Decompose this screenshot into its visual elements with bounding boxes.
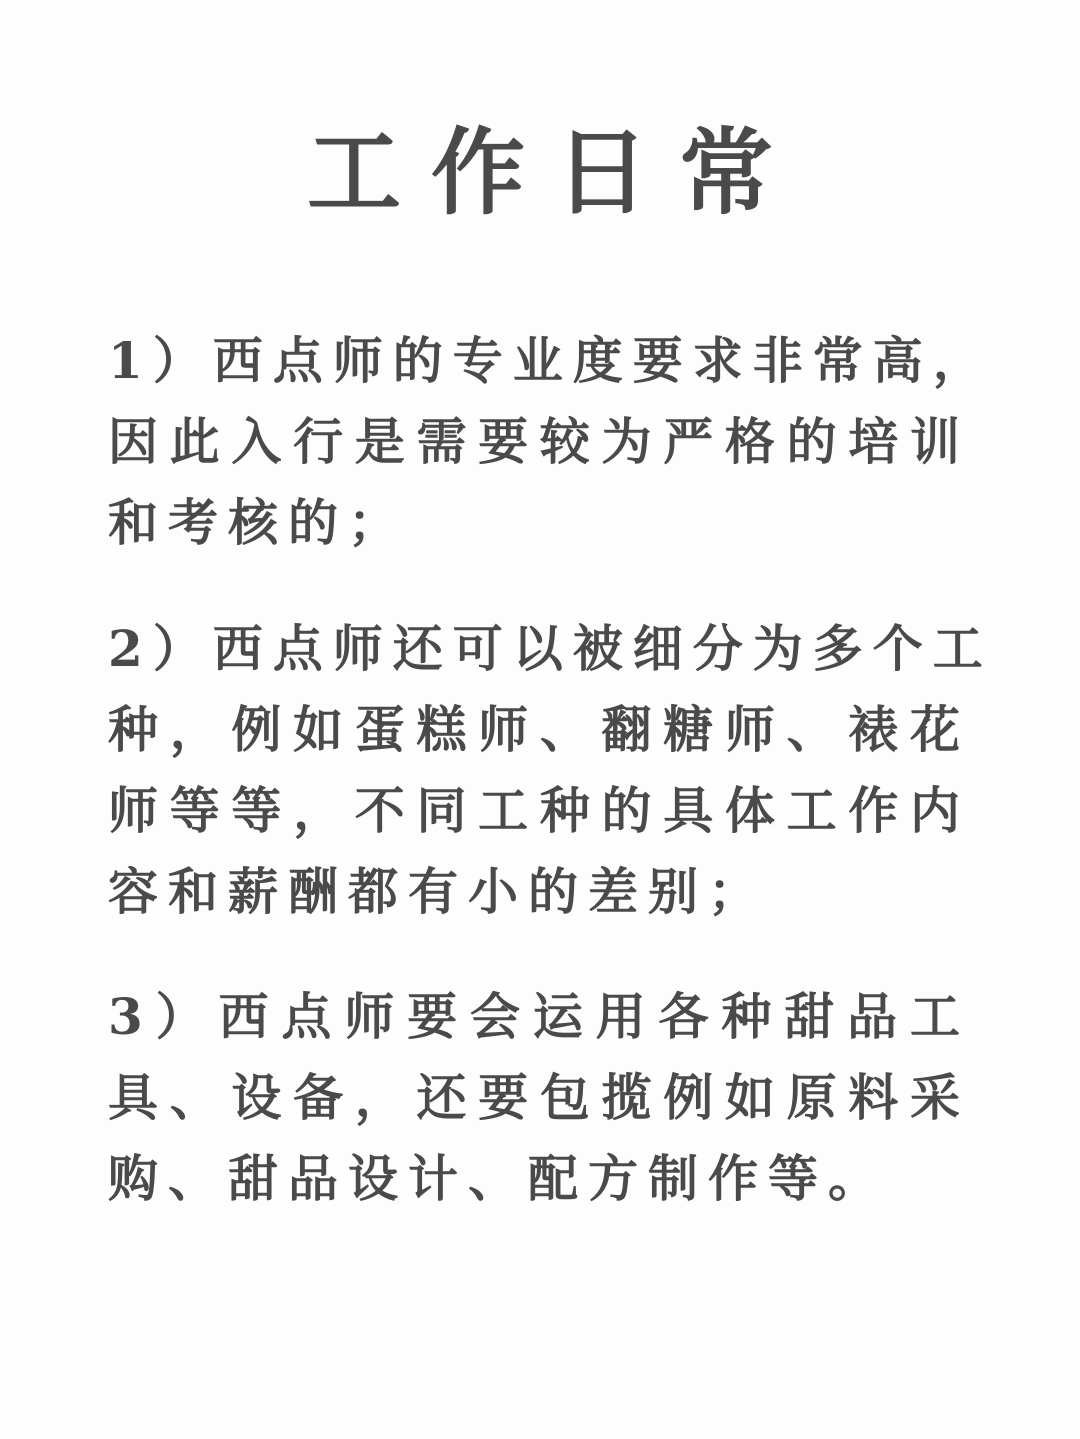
page-title: 工作日常 <box>306 118 803 228</box>
paragraph-line: 师等等，不同工种的具体工作内 <box>108 781 970 840</box>
paragraph-3 <box>108 976 970 1219</box>
paragraph-line: 容和薪酬都有小的差别； <box>108 862 768 921</box>
paragraph-line: 具、设备，还要包揽例如原料采 <box>108 1068 970 1127</box>
paragraph-line: 和考核的； <box>108 493 408 552</box>
paragraph-line: 购、甜品设计、配方制作等。 <box>108 1149 888 1208</box>
paragraph-1 <box>108 320 993 563</box>
paragraph-line: 种，例如蛋糕师、翻糖师、裱花 <box>108 700 970 759</box>
paragraph-line: 2）西点师还可以被细分为多个工 <box>108 619 993 678</box>
paragraph-line: 因此入行是需要较为严格的培训 <box>108 412 970 471</box>
paragraph-line: 3）西点师要会运用各种甜品工 <box>108 987 970 1046</box>
paragraph-2 <box>108 608 993 932</box>
paragraph-line: 1）西点师的专业度要求非常高， <box>108 331 993 390</box>
